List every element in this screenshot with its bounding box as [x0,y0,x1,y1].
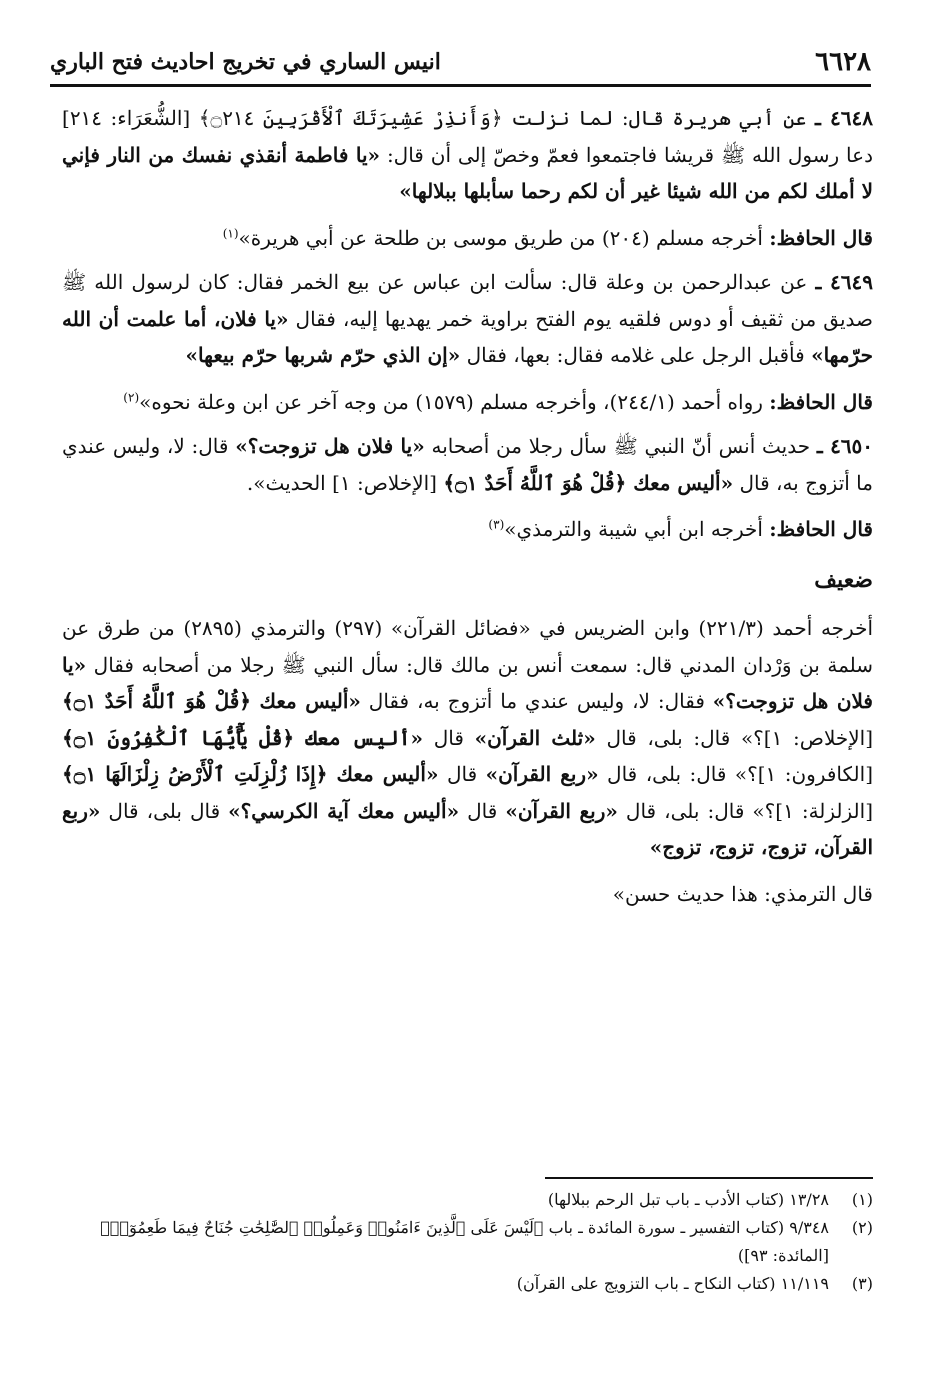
hadith-quote: «يا فلان، أما علمت أن الله حرّمها» [62,306,873,367]
footnote-ref: (١) [222,225,239,240]
hafiz-note [62,220,873,257]
takhrij-quote: «أليس معك ﴿قُلْ يَٰٓأَيُّهَا ٱلْكَٰفِرُونَ ۝١﴾ [62,725,423,750]
footnotes [62,1186,873,1298]
footnote-item [62,1186,873,1214]
takhrij-quote: «يا فلان هل تزوجت؟» [62,652,873,713]
footnote-ref: (٢) [123,389,140,404]
hadith-text: عن عبدالرحمن بن وعلة قال: سألت ابن عباس عن بيع الخمر فقال: كان لرسول الله ﷺ صديق من ثقيف أو دوس فلقيه يوم الفتح براوية خمر يهديها إليه، فقال [62,270,873,331]
hadith-text: [الإخلاص: ١] الحديث». [246,470,437,495]
takhrij-paragraph [62,610,873,866]
note-label: قال الحافظ: [769,389,873,414]
page-header [50,40,871,84]
hadith-entry [62,100,873,210]
footnote-text: ١١/١١٩ (كتاب النكاح ـ باب التزويج على القرآن) [516,1274,829,1293]
takhrij-quote: «أليس معك ﴿قُلْ هُوَ ٱللَّهُ أَحَدٌ ۝١﴾ [62,689,361,713]
takhrij-text: قال [467,798,498,823]
takhrij-text: [الكافرون: ١]؟» قال: بلى، قال [607,762,873,786]
footnote-number: (١) [851,1190,873,1209]
hadith-quote: «يا فاطمة أنقذي نفسك من النار فإني لا أملك لكم من الله شيئا غير أن لكم رحما سأبلها ببلالها» [62,142,873,203]
footnote-text: ٩/٣٤٨ (كتاب التفسير ـ سورة المائدة ـ باب ﴿لَيْسَ عَلَى ٱلَّذِينَ ءَامَنُوا۟ وَعَمِلُوا۟ ٱلصَّٰلِحَٰتِ جُنَاحٌ فِيمَا طَعِمُوٓا۟﴾ [100,1218,829,1237]
note-text: رواه أحمد (٢٤٤/١)، وأخرجه مسلم (١٥٧٩) من وجه آخر عن ابن وعلة نحوه» [139,389,763,414]
takhrij-text: فقال: لا، وليس عندي ما أتزوج به، فقال [368,689,705,713]
running-title: انيس الساري في تخريج احاديث فتح الباري [50,49,441,75]
takhrij-text: أخرجه أحمد (٢٢١/٣) وابن الضريس في «فضائل القرآن» (٢٩٧) والترمذي (٢٨٩٥) من طرق عن سلمة بن وَرْدان المدني قال: سمعت أنس بن مالك قال: سأل النبي ﷺ رجلا من أصحابه فقال [62,616,874,677]
footnote-item [62,1214,873,1242]
footnote-divider [545,1177,873,1179]
footnote-item [62,1270,873,1298]
hadith-text: قال: لا، وليس عندي ما أتزوج به، قال [62,434,873,495]
hadith-quote: «أليس معك ﴿قُلْ هُوَ ٱللَّهُ أَحَدٌ ۝١﴾ [443,470,734,495]
grade-heading: ضعيف [814,566,873,593]
hadith-quote: «إن الذي حرّم شربها حرّم بيعها» [185,343,461,367]
hadith-entry [62,428,873,501]
hadith-text: عن أبي هريرة قال: لما نزلت ﴿وَأَنذِرْ عَشِيرَتَكَ ٱلْأَقْرَبِينَ ۝٢١٤﴾ [الشُّعَرَاء: ٢١٤] دعا رسول الله ﷺ قريشا فاجتمعوا فعمّ وخصّ إلى أن قال: [62,106,873,167]
hadith-quote: «يا فلان هل تزوجت؟» [235,434,425,458]
header-divider [50,84,871,87]
takhrij-text: قال بلى، قال [108,798,221,823]
tirmidhi-verdict: قال الترمذي: هذا حديث حسن» [612,881,873,906]
hadith-number: ٤٦٤٩ ـ [815,270,874,294]
takhrij-text: [الإخلاص: ١]؟» قال: بلى، قال [606,725,874,750]
note-label: قال الحافظ: [769,517,873,541]
note-text: أخرجه ابن أبي شيبة والترمذي» [504,517,763,541]
takhrij-quote: «ربع القرآن» [505,798,618,823]
takhrij-quote: «أليس معك ﴿إِذَا زُلْزِلَتِ ٱلْأَرْضُ زِلْزَالَهَا ۝١﴾ [62,762,439,786]
hadith-entry [62,264,873,374]
takhrij-quote: «أليس معك آية الكرسي؟» [228,798,460,823]
footnote-number: (٢) [851,1218,873,1237]
footnote-ref: (٣) [488,517,505,532]
footnote-text: ١٣/٢٨ (كتاب الأدب ـ باب تبل الرحم ببلالها) [547,1190,829,1209]
footnote-number: (٣) [851,1274,873,1293]
takhrij-quote: «ربع القرآن، تزوج، تزوج، تزوج» [62,798,873,859]
hadith-number: ٤٦٤٨ ـ [815,106,873,130]
note-text: أخرجه مسلم (٢٠٤) من طريق موسى بن طلحة عن أبي هريرة» [238,225,763,250]
note-label: قال الحافظ: [769,225,873,250]
hafiz-note [62,511,873,548]
footnote-continuation: [المائدة: ٩٣]) [737,1246,829,1265]
takhrij-text: قال [446,762,478,786]
takhrij-quote: «ربع القرآن» [485,762,599,786]
hadith-text: حديث أنس أنّ النبي ﷺ سأل رجلا من أصحابه [431,434,811,458]
takhrij-quote: «ثلث القرآن» [474,725,596,750]
hadith-text: فأقبل الرجل على غلامه فقال: بعها، فقال [466,343,805,367]
takhrij-text: [الزلزلة: ١]؟» قال: بلى، قال [625,798,874,823]
main-text [62,100,873,912]
hafiz-note [62,384,873,421]
hadith-number: ٤٦٥٠ ـ [816,434,874,458]
takhrij-text: قال [433,725,464,750]
page-number: ٦٦٢٨ [815,47,871,77]
